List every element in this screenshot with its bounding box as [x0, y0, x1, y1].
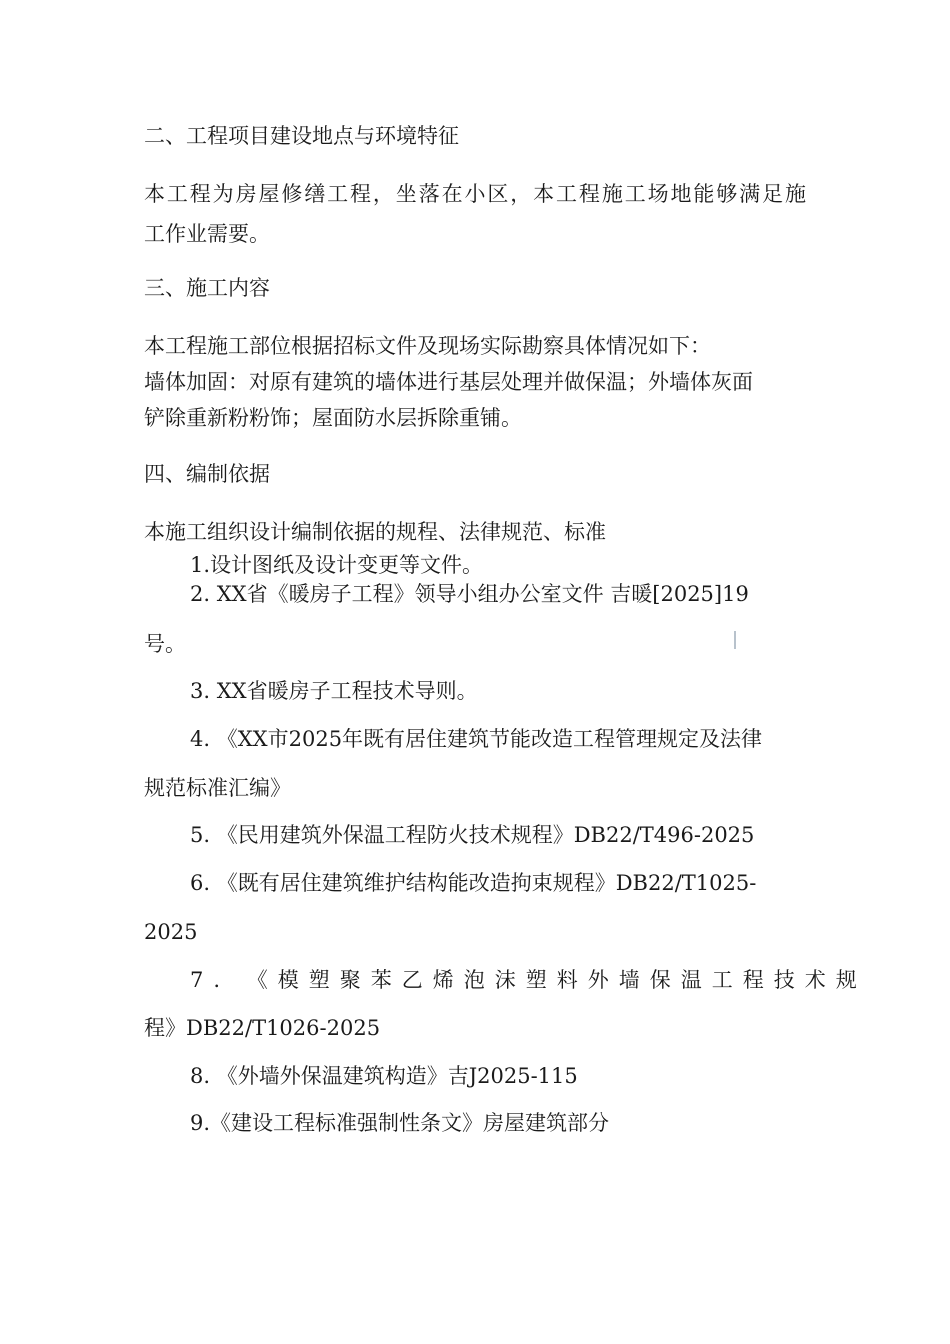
- list-item: 3. XX省暖房子工程技术导则。: [190, 679, 478, 703]
- text-cursor: [734, 631, 736, 649]
- list-item: 5. 《民用建筑外保温工程防火技术规程》DB22/T496-2025: [190, 823, 755, 847]
- section-heading-4: 四、编制依据: [144, 462, 270, 486]
- section-heading-2: 二、工程项目建设地点与环境特征: [144, 124, 459, 148]
- list-item: 9.《建设工程标准强制性条文》房屋建筑部分: [190, 1111, 610, 1135]
- list-item: 2. XX省《暖房子工程》领导小组办公室文件 吉暖[2025]19: [190, 582, 749, 606]
- list-item-continuation: 规范标准汇编》: [144, 776, 291, 800]
- paragraph-line: 本 工 程 为 房 屋 修 缮 工 程 ， 坐 落 在 小 区 ， 本 工 程 施 工 场 地 能 够 满 足 施: [144, 182, 806, 206]
- paragraph-line: 墙体加固：对原有建筑的墙体进行基层处理并做保温；外墙体灰面: [144, 370, 753, 394]
- list-item: 4. 《XX市2025年既有居住建筑节能改造工程管理规定及法律: [190, 727, 763, 751]
- list-item: 7. 《模塑聚苯乙烯泡沫塑料外墙保温工程技术规: [190, 968, 867, 992]
- paragraph-line: 工作业需要。: [144, 222, 270, 246]
- paragraph-line: 本施工组织设计编制依据的规程、法律规范、标准: [144, 520, 606, 544]
- paragraph-line: 铲除重新粉粉饰；屋面防水层拆除重铺。: [144, 406, 522, 430]
- list-item: 1.设计图纸及设计变更等文件。: [190, 553, 484, 577]
- list-item-continuation: 2025: [144, 920, 198, 944]
- list-item: 6. 《既有居住建筑维护结构能改造拘束规程》DB22/T1025-: [190, 871, 757, 895]
- list-item-continuation: 号。: [144, 632, 186, 656]
- section-heading-3: 三、施工内容: [144, 276, 270, 300]
- list-item-continuation: 程》DB22/T1026-2025: [144, 1016, 381, 1040]
- list-item: 8. 《外墙外保温建筑构造》吉J2025-115: [190, 1064, 578, 1088]
- paragraph-line: 本工程施工部位根据招标文件及现场实际勘察具体情况如下：: [144, 334, 711, 358]
